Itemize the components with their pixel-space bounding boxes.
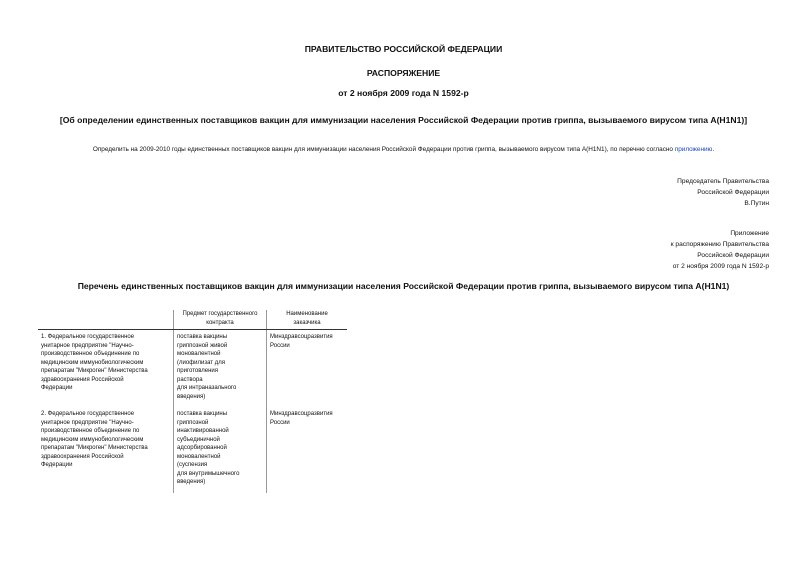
document-type-heading: РАСПОРЯЖЕНИЕ bbox=[366, 68, 441, 78]
signature-block bbox=[677, 176, 769, 209]
header-contract-subject: Предмет государственного контракта bbox=[174, 310, 267, 330]
signature-line: Председатель Правительства bbox=[677, 178, 769, 185]
supplier-cell: 1. Федеральное государственное унитарное предприятие "Научно- производственное объединение по медицинским иммунобиологическим препаратам "Микроген" Министерства здравоохранения Российской Федерации bbox=[41, 334, 148, 391]
table-header-row bbox=[38, 310, 347, 330]
header-customer: Наименование заказчика bbox=[267, 310, 348, 330]
order-body-end: . bbox=[712, 146, 715, 153]
contract-subject-cell: поставка вакцины гриппозной инактивированной субъединичной адсорбированной моновалентной (суспензия для внутримышечного введения) bbox=[174, 407, 267, 493]
customer-cell: Минздравсоцразвития России bbox=[267, 330, 348, 408]
header-supplier bbox=[38, 310, 174, 330]
annex-ref-line: Приложение bbox=[730, 230, 769, 237]
government-heading: ПРАВИТЕЛЬСТВО РОССИЙСКОЙ ФЕДЕРАЦИИ bbox=[304, 44, 503, 54]
suppliers-table bbox=[38, 310, 347, 493]
supplier-cell: 2. Федеральное государственное унитарное предприятие "Научно- производственное объединение по медицинским иммунобиологическим препаратам "Микроген" Министерства здравоохранения Российской Федерации bbox=[41, 411, 148, 468]
document-date-number: от 2 ноября 2009 года N 1592-р bbox=[338, 88, 469, 98]
annex-ref-line: Российской Федерации bbox=[697, 252, 769, 259]
signatory-name: В.Путин bbox=[744, 200, 769, 207]
customer-cell: Минздравсоцразвития России bbox=[267, 407, 348, 493]
annex-reference-block bbox=[671, 228, 769, 272]
annex-link[interactable]: приложению bbox=[674, 146, 713, 153]
annex-ref-line: к распоряжению Правительства bbox=[670, 241, 769, 248]
document-subject: [Об определении единственных поставщиков вакцин для иммунизации населения Российской Федерации против гриппа, вызываемого вирусом типа A(H1N1)] bbox=[59, 115, 748, 125]
order-body-text bbox=[0, 146, 807, 153]
contract-subject-cell: поставка вакцины гриппозной живой моновалентной (лиофилизат для приготовления раствора для интраназального введения) bbox=[174, 330, 267, 408]
signature-line: Российской Федерации bbox=[697, 189, 769, 196]
table-row bbox=[38, 330, 347, 408]
list-title: Перечень единственных поставщиков вакцин для иммунизации населения Российской Федерации против гриппа, вызываемого вирусом типа A(H1N1) bbox=[77, 281, 730, 291]
annex-ref-line: от 2 ноября 2009 года N 1592-р bbox=[672, 263, 769, 270]
table-row bbox=[38, 407, 347, 493]
order-body-main: Определить на 2009-2010 годы единственных поставщиков вакцин для иммунизации населения Российской Федерации против гриппа, вызываемого вирусом типа A(H1N1), по перечню согласно bbox=[92, 146, 675, 153]
